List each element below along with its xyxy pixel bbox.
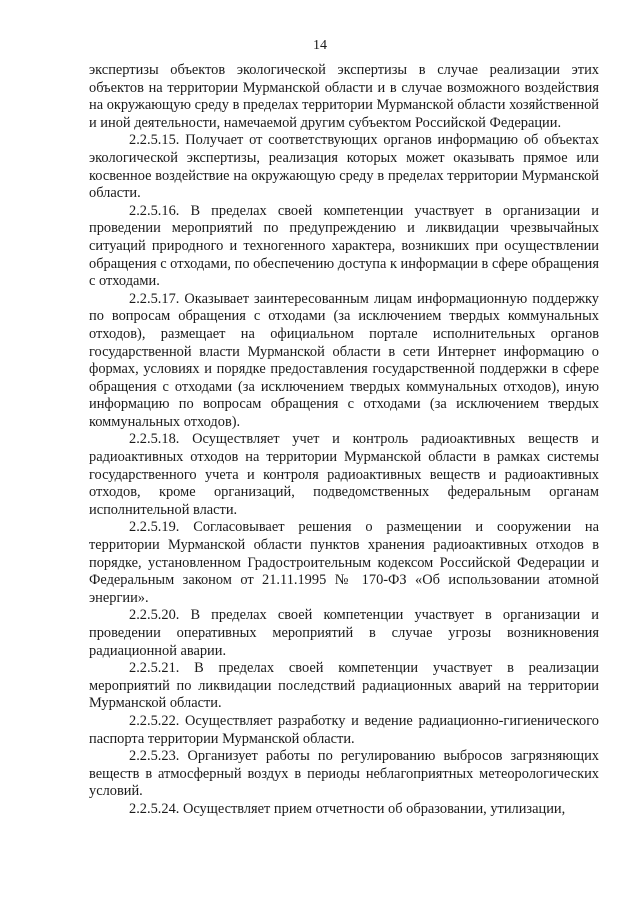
paragraph-2-2-5-24: 2.2.5.24. Осуществляет прием отчетности об образовании, утилизации, — [129, 800, 566, 817]
paragraph-2-2-5-16: 2.2.5.16. В пределах своей компетенции участвует в организации и проведении мероприятий по предупреждению и ликвидации чрезвычайных ситуаций природного и техногенного характера, возникших при осуществлении обращения с отходами, по обеспечению доступа к информации в сфере обращения с отходами. — [89, 202, 599, 290]
paragraph-2-2-5-19: 2.2.5.19. Согласовывает решения о размещении и сооружении на территории Мурманской области пунктов хранения радиоактивных отходов в порядке, установленном Градостроительным кодексом Российской Федерации и Федеральным законом от 21.11.1995 № 170-ФЗ «Об использовании атомной энергии». — [89, 519, 599, 606]
paragraph-2-2-5-22: 2.2.5.22. Осуществляет разработку и ведение радиационно-гигиенического паспорта территории Мурманской области. — [89, 712, 599, 747]
paragraph-continued: экспертизы объектов экологической экспертизы в случае реализации этих объектов на территории Мурманской области и в случае возможного воздействия на окружающую среду в пределах территории Мурманской области хозяйственной и иной деятельности, намечаемой другим субъектом Российской Федерации. — [89, 62, 599, 131]
paragraph-2-2-5-15: 2.2.5.15. Получает от соответствующих органов информацию об объектах экологической экспертизы, реализация которых может оказывать прямое или косвенное воздействие на окружающую среду в пределах территории Мурманской области. — [89, 132, 599, 202]
page-number: 14 — [313, 38, 327, 53]
document-body — [89, 62, 599, 819]
paragraph-2-2-5-21: 2.2.5.21. В пределах своей компетенции участвует в реализации мероприятий по ликвидации последствий радиационных аварий на территории Мурманской области. — [89, 660, 599, 712]
paragraph-2-2-5-18: 2.2.5.18. Осуществляет учет и контроль радиоактивных веществ и радиоактивных отходов на территории Мурманской области в рамках системы государственного учета и контроля радиоактивных веществ и радиоактивных отходов, кроме организаций, подведомственных федеральным органам исполнительной власти. — [89, 431, 599, 518]
paragraph-2-2-5-23: 2.2.5.23. Организует работы по регулированию выбросов загрязняющих веществ в атмосферный воздух в периоды неблагоприятных метеорологических условий. — [89, 748, 599, 800]
paragraph-2-2-5-17: 2.2.5.17. Оказывает заинтересованным лицам информационную поддержку по вопросам обращения с отходами (за исключением твердых коммунальных отходов), размещает на официальном портале исполнительных органов государственной власти Мурманской области в сети Интернет информацию о формах, условиях и порядке предоставления государственной поддержки в сфере обращения с отходами (за исключением твердых коммунальных отходов), иную информацию по вопросам обращения с отходами (за исключением твердых коммунальных отходов). — [89, 290, 599, 430]
paragraph-2-2-5-20: 2.2.5.20. В пределах своей компетенции участвует в организации и проведении оперативных мероприятий в случае угрозы возникновения радиационной аварии. — [89, 607, 599, 659]
